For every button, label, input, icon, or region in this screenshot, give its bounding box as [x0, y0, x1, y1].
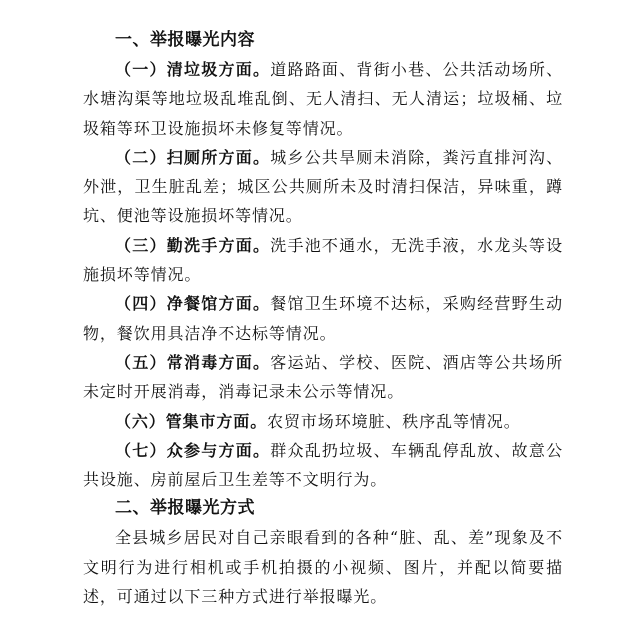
item-text-3: 洗手池不通水，无洗手液，水龙头等设施损坏等情况。	[83, 235, 563, 285]
item-heading-6: （六）管集市方面。	[115, 411, 268, 431]
item-heading-1: （一）清垃圾方面。	[115, 60, 271, 79]
item-paragraph-5	[83, 348, 563, 407]
method-paragraph: 全县城乡居民对自己亲眼看到的各种“脏、乱、差”现象及不文明行为进行相机或手机拍摄的小视频、图片，并配以简要描述，可通过以下三种方式进行举报曝光。	[83, 528, 563, 607]
item-paragraph-2	[83, 143, 563, 231]
item-paragraph-6	[83, 407, 563, 436]
item-heading-4: （四）净餐馆方面。	[115, 294, 271, 314]
item-heading-3: （三）勤洗手方面。	[115, 235, 271, 255]
section-heading-content: 一、举报曝光内容	[115, 30, 255, 50]
item-paragraph-7	[83, 436, 563, 495]
item-paragraph-3	[83, 231, 563, 290]
item-paragraph-1	[83, 55, 563, 143]
item-heading-7: （七）众参与方面。	[115, 440, 271, 460]
item-text-4: 餐馆卫生环境不达标，采购经营野生动物，餐饮用具洁净不达标等情况。	[83, 294, 563, 343]
item-text-5: 客运站、学校、医院、酒店等公共场所未定时开展消毒，消毒记录未公示等情况。	[83, 352, 563, 402]
item-text-1: 道路路面、背街小巷、公共活动场所、水塘沟渠等地垃圾乱堆乱倒、无人清扫、无人清运；垃圾桶、垃圾箱等环卫设施损坏未修复等情况。	[83, 60, 563, 138]
document-page	[83, 26, 563, 611]
item-heading-5: （五）常消毒方面。	[115, 352, 271, 372]
item-paragraph-4	[83, 289, 563, 348]
item-text-2: 城乡公共旱厕未消除，粪污直排河沟、外泄，卫生脏乱差；城区公共厕所未及时清扫保洁，异味重，蹲坑、便池等设施损坏等情况。	[83, 147, 563, 226]
item-heading-2: （二）扫厕所方面。	[115, 147, 271, 167]
section-heading-method: 二、举报曝光方式	[115, 498, 255, 519]
item-text-7: 群众乱扔垃圾、车辆乱停乱放、故意公共设施、房前屋后卫生差等不文明行为。	[83, 440, 563, 490]
item-text-6: 农贸市场环境脏、秩序乱等情况。	[267, 411, 521, 431]
